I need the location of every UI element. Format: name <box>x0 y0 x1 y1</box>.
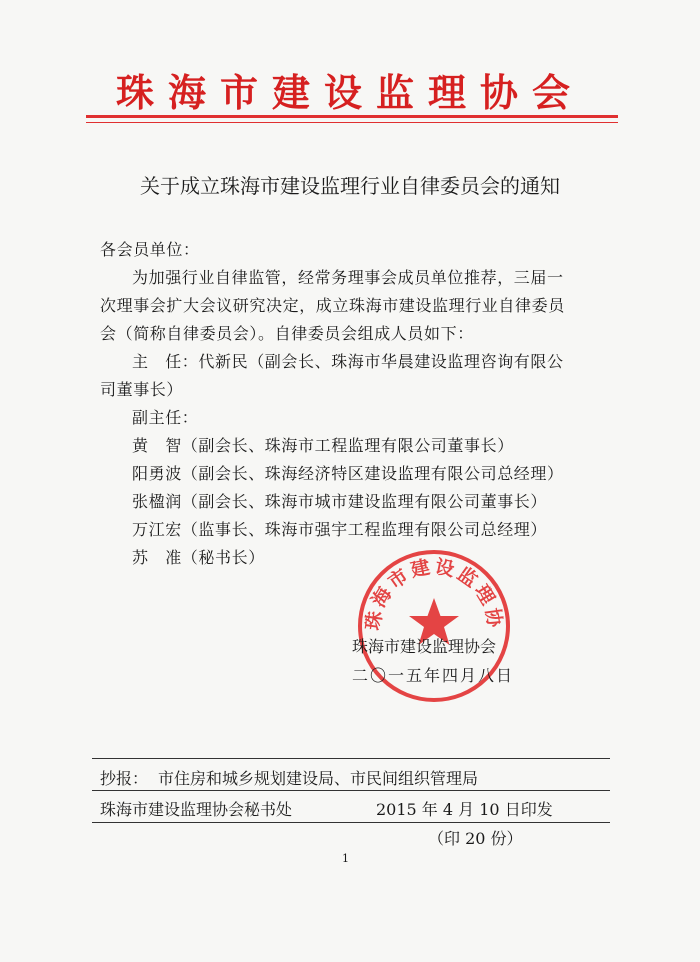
footer-divider <box>92 790 610 791</box>
document-title: 关于成立珠海市建设监理行业自律委员会的通知 <box>140 174 560 198</box>
deputy-member: 黄 智（副会长、珠海市工程监理有限公司董事长） <box>132 436 514 455</box>
issue-date: 2015 年 4 月 10 日印发 <box>376 800 553 819</box>
svg-text:珠海市建设监理协: 珠海市建设监理协 <box>362 555 506 632</box>
letterhead-divider-thick <box>86 115 618 118</box>
page-number: 1 <box>342 852 349 865</box>
body-line: 会（简称自律委员会）。自律委员会组成人员如下： <box>100 324 474 343</box>
deputy-member: 万江宏（监事长、珠海市强宇工程监理有限公司总经理） <box>132 520 548 539</box>
director-line: 主 任：代新民（副会长、珠海市华晨建设监理咨询有限公 <box>132 352 564 371</box>
body-line: 为加强行业自律监管，经常务理事会成员单位推荐，三届一 <box>132 268 564 287</box>
director-line-cont: 司董事长） <box>100 380 184 399</box>
cc-recipients: 市住房和城乡规划建设局、市民间组织管理局 <box>158 769 479 788</box>
issuing-office: 珠海市建设监理协会秘书处 <box>100 800 293 819</box>
signature-organization: 珠海市建设监理协会 <box>352 637 497 656</box>
org-letterhead-title: 珠海市建设监理协会 <box>115 70 584 115</box>
deputy-member: 阳勇波（副会长、珠海经济特区建设监理有限公司总经理） <box>132 464 564 483</box>
footer-divider <box>92 758 610 759</box>
deputy-label: 副主任： <box>132 408 199 427</box>
secretary-member: 苏 准（秘书长） <box>132 548 265 567</box>
body-line: 次理事会扩大会议研究决定，成立珠海市建设监理行业自律委员 <box>100 296 565 315</box>
letterhead-divider-thin <box>86 122 618 123</box>
cc-label: 抄报： <box>100 769 149 788</box>
footer-divider <box>92 822 610 823</box>
copies-count: （印 20 份） <box>428 829 523 848</box>
salutation: 各会员单位： <box>100 240 200 259</box>
deputy-member: 张楹润（副会长、珠海市城市建设监理有限公司董事长） <box>132 492 548 511</box>
signature-date: 二〇一五年四月八日 <box>352 666 515 685</box>
